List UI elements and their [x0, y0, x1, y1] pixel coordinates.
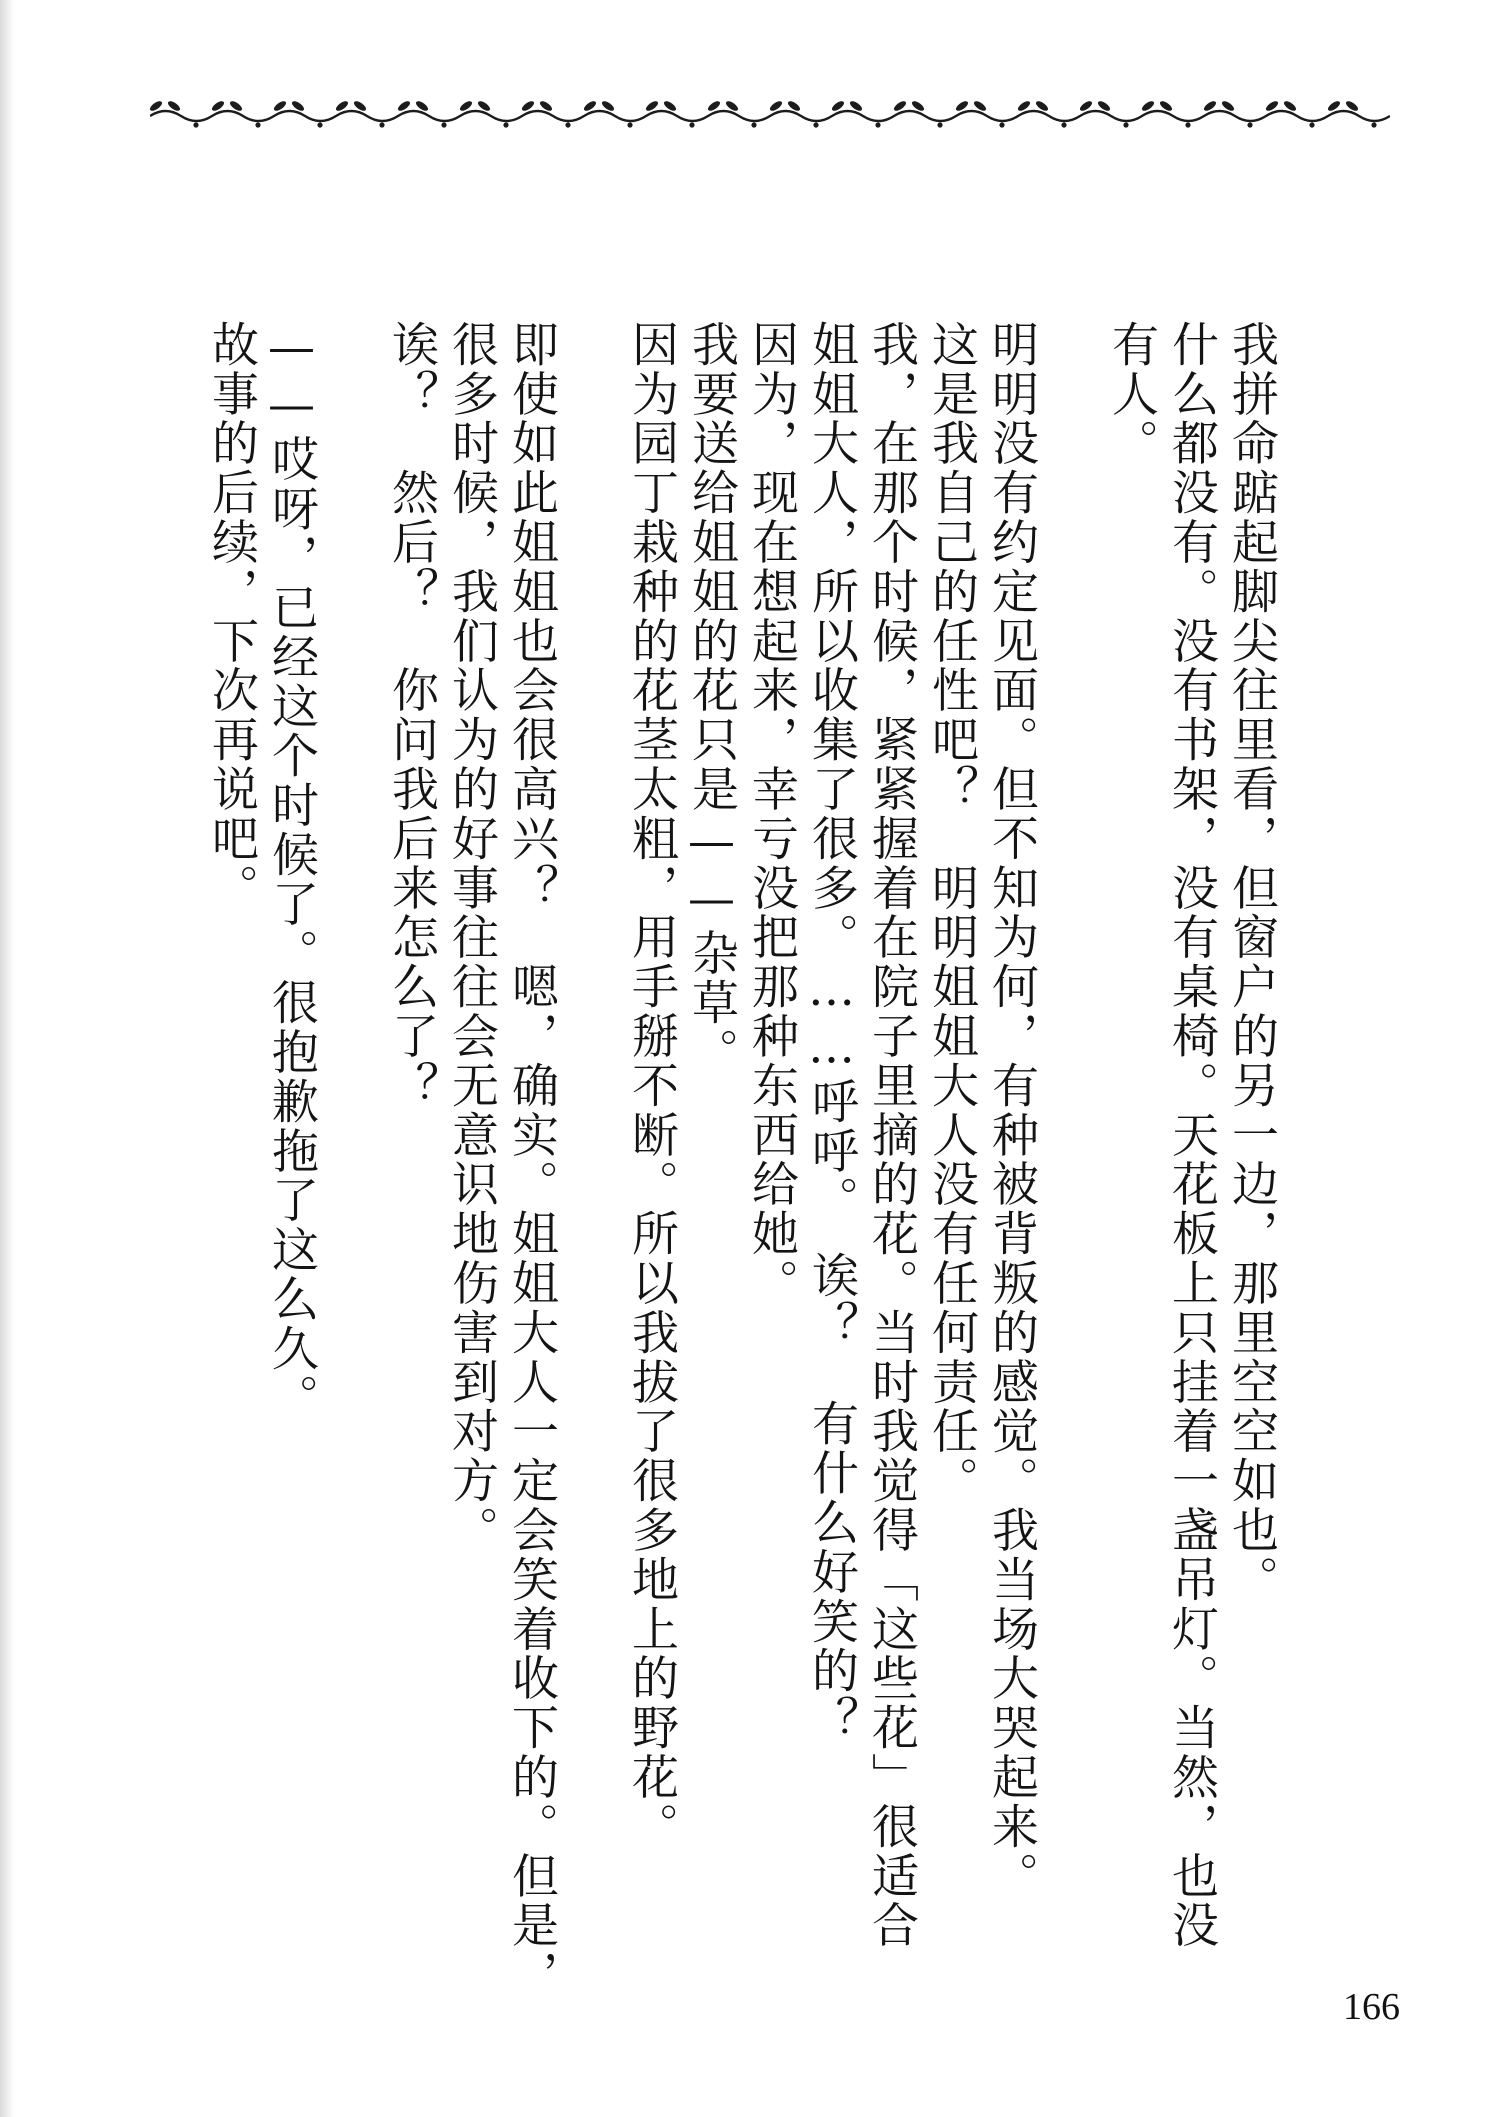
vine-bud [565, 122, 570, 127]
vine-ornament-divider [150, 92, 1390, 136]
vine-bud [1123, 122, 1128, 127]
vine-bud [751, 122, 756, 127]
text-column-3: 有人。 [1104, 320, 1159, 469]
vine-bud [999, 122, 1004, 127]
vine-bud [1371, 122, 1376, 127]
text-column-2: 什么都没有。没有书架，没有桌椅。天花板上只挂着一盏吊灯。当然，也没 [1164, 320, 1219, 1951]
vertical-text-block [200, 320, 1280, 2000]
text-column-17: ——哎呀，已经这个时候了。很抱歉拖了这么久。 [264, 320, 319, 1423]
vine-bud [441, 122, 446, 127]
vine-bud [627, 122, 632, 127]
vine-bud [689, 122, 694, 127]
page-number: 166 [1343, 1986, 1400, 2028]
vine-bud [503, 122, 508, 127]
vine-bud [193, 122, 198, 127]
vine-bud [1309, 122, 1314, 127]
text-column-13: 即使如此姐姐也会很高兴？ 嗯，确实。姐姐大人一定会笑着收下的。但是， [504, 320, 559, 2000]
vine-bud [813, 122, 818, 127]
text-column-11: 因为园丁栽种的花茎太粗，用手掰不断。所以我拔了很多地上的野花。 [624, 320, 679, 1852]
text-column-10: 我要送给姐姐的花只是——杂草。 [684, 320, 739, 1077]
vine-bud [1247, 122, 1252, 127]
vine-bud [875, 122, 880, 127]
vine-bud [317, 122, 322, 127]
text-column-15: 诶？ 然后？ 你问我后来怎么了？ [384, 320, 439, 1111]
vine-bud [1061, 122, 1066, 127]
vine-bud [379, 122, 384, 127]
text-column-8: 姐姐大人，所以收集了很多。……呼呼。 诶？ 有什么好笑的？ [804, 320, 859, 1746]
page-edge-shadow [0, 0, 14, 2117]
text-column-6: 这是我自己的任性吧？ 明明姐姐大人没有任何责任。 [924, 320, 979, 1506]
text-column-5: 明明没有约定见面。但不知为何，有种被背叛的感觉。我当场大哭起来。 [984, 320, 1039, 1901]
text-column-1: 我拼命踮起脚尖往里看，但窗户的另一边，那里空空如也。 [1224, 320, 1279, 1605]
text-column-18: 故事的后续，下次再说吧。 [204, 320, 259, 913]
text-column-7: 我，在那个时候，紧紧握着在院子里摘的花。当时我觉得「这些花」很适合 [864, 320, 919, 1951]
vine-bud [937, 122, 942, 127]
text-column-14: 很多时候，我们认为的好事往往会无意识地伤害到对方。 [444, 320, 499, 1555]
vine-bud [255, 122, 260, 127]
text-column-9: 因为，现在想起来，幸亏没把那种东西给她。 [744, 320, 799, 1308]
vine-bud [1185, 122, 1190, 127]
